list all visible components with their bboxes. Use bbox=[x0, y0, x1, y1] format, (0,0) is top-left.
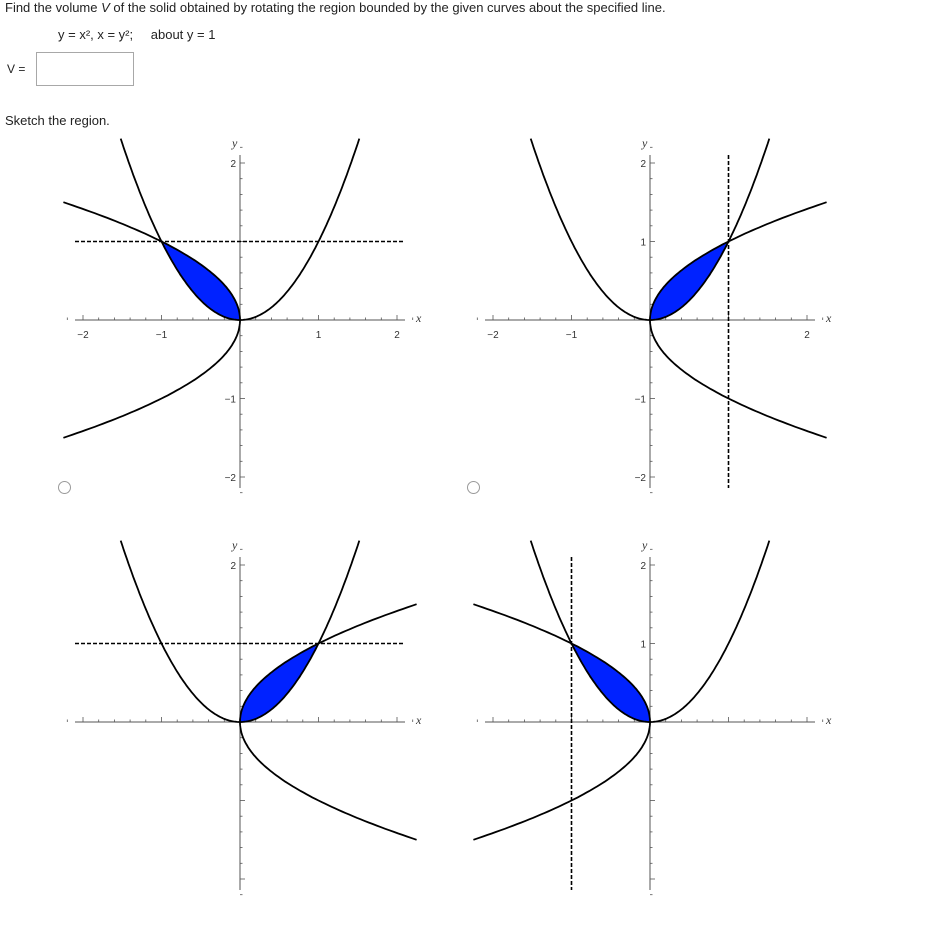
graph-svg bbox=[60, 535, 460, 935]
x-axis-label: x bbox=[416, 311, 422, 325]
y-axis-label: y bbox=[232, 538, 238, 552]
y-tick-label: 2 bbox=[640, 561, 646, 572]
answer-input[interactable] bbox=[36, 52, 134, 86]
graph-svg bbox=[470, 133, 870, 533]
x-tick-label: −1 bbox=[155, 330, 168, 341]
choice-graph-1 bbox=[60, 133, 460, 533]
sketch-prompt: Sketch the region. bbox=[5, 113, 110, 128]
shaded-region bbox=[572, 644, 651, 723]
y-axis-label: y bbox=[642, 136, 648, 150]
shaded-region bbox=[650, 242, 729, 321]
x-tick-label: 2 bbox=[394, 330, 400, 341]
given-equations bbox=[58, 26, 215, 44]
question-prefix: Find the volume bbox=[5, 0, 102, 15]
shaded-region bbox=[162, 242, 241, 321]
y-tick-label: −1 bbox=[224, 394, 236, 406]
x-tick-label: −1 bbox=[565, 330, 578, 341]
choice-graph-3 bbox=[60, 535, 460, 935]
x-axis-label: x bbox=[826, 311, 832, 325]
x-tick-label: −2 bbox=[77, 330, 89, 341]
y-tick-label: 2 bbox=[230, 159, 236, 170]
answer-label: V = bbox=[7, 62, 26, 76]
x-tick-label: −2 bbox=[487, 330, 499, 341]
y-tick-label: −1 bbox=[634, 394, 646, 406]
y-tick-label: 2 bbox=[640, 159, 646, 170]
axis-of-rotation: about y = 1 bbox=[150, 27, 216, 42]
y-tick-label: −2 bbox=[224, 473, 236, 484]
graph-svg bbox=[60, 133, 460, 533]
choice-graph-4 bbox=[470, 535, 870, 935]
x-axis-label: x bbox=[416, 713, 422, 727]
y-tick-label: 1 bbox=[640, 639, 646, 651]
choice-radio-2[interactable] bbox=[467, 481, 480, 494]
choice-graph-2 bbox=[470, 133, 870, 533]
question-variable: V bbox=[101, 0, 110, 15]
question-suffix: of the solid obtained by rotating the region bounded by the given curves about the specified line. bbox=[109, 0, 666, 15]
x-tick-label: 2 bbox=[804, 330, 810, 341]
y-tick-label: 1 bbox=[640, 237, 646, 249]
shaded-region bbox=[240, 644, 319, 723]
graph-svg bbox=[470, 535, 870, 935]
curves-equation: y = x², x = y²; bbox=[58, 27, 134, 42]
choice-radio-1[interactable] bbox=[58, 481, 71, 494]
y-tick-label: 2 bbox=[230, 561, 236, 572]
question-text bbox=[5, 0, 666, 16]
x-tick-label: 1 bbox=[315, 330, 322, 341]
y-axis-label: y bbox=[642, 538, 648, 552]
y-tick-label: −2 bbox=[634, 473, 646, 484]
x-axis-label: x bbox=[826, 713, 832, 727]
y-axis-label: y bbox=[232, 136, 238, 150]
